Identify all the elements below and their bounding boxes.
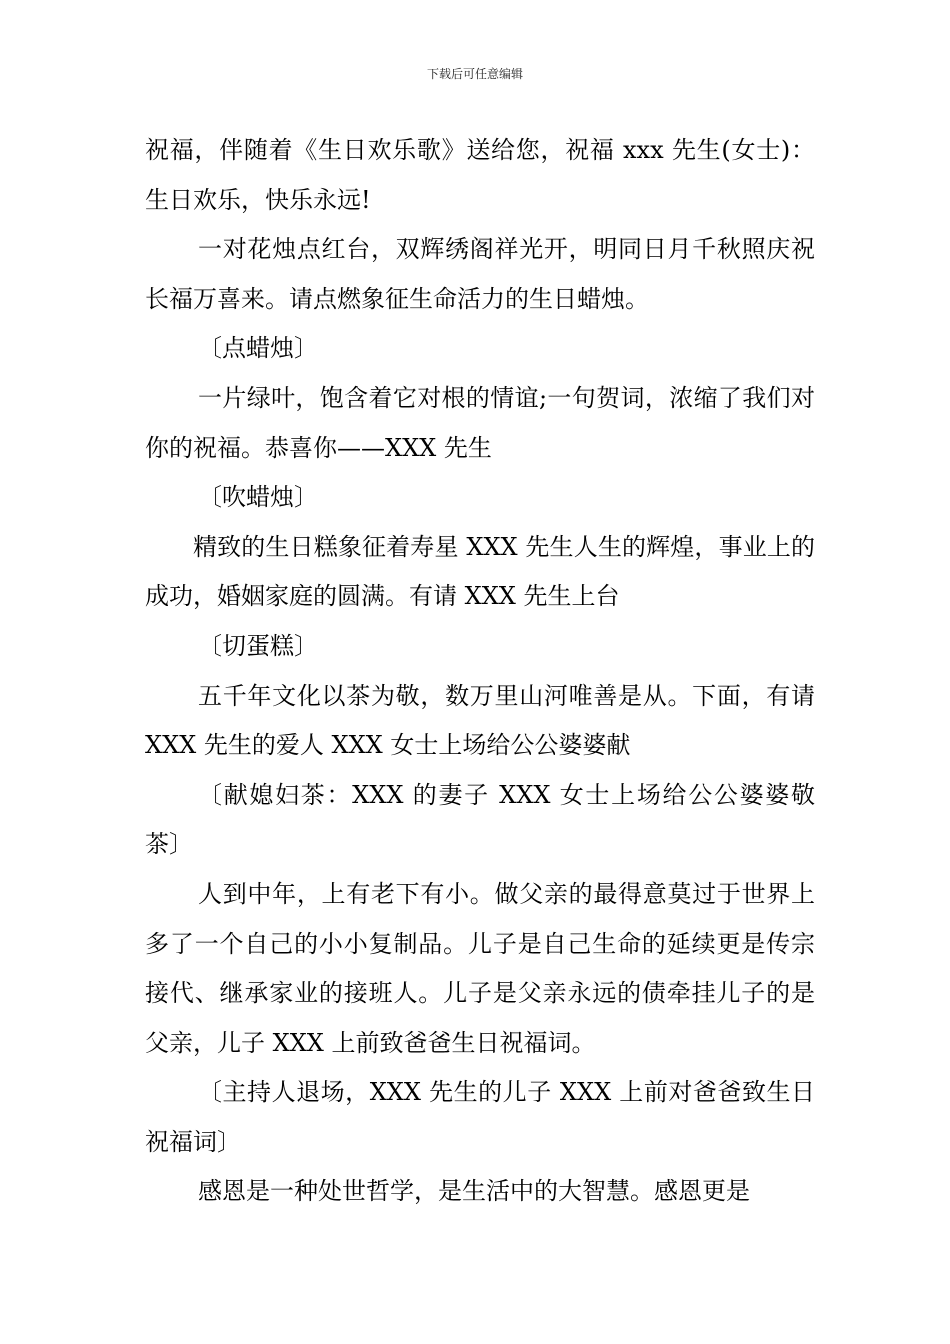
stage-direction: 〔主持人退场，XXX 先生的儿子 XXX 上前对爸爸致生日祝福词〕	[145, 1078, 815, 1156]
paragraph: 人到中年，上有老下有小。做父亲的最得意莫过于世界上多了一个自己的小小复制品。儿子是自己生命的延续更是传宗接代、继承家业的接班人。儿子是父亲永远的债牵挂儿子的是父亲，儿子 XXX 上前致爸爸生日祝福词。	[145, 879, 815, 1057]
paragraph: 五千年文化以茶为敬，数万里山河唯善是从。下面，有请 XXX 先生的爱人 XXX 女士上场给公公婆婆献	[145, 681, 815, 760]
stage-direction: 〔吹蜡烛〕	[198, 483, 318, 512]
paragraph: 精致的生日糕象征着寿星 XXX 先生人生的辉煌，事业上的成功，婚姻家庭的圆满。有请 XXX 先生上台	[145, 532, 815, 611]
paragraph: 一对花烛点红台，双辉绣阁祥光开，明同日月千秋照庆祝长福万喜来。请点燃象征生命活力的生日蜡烛。	[145, 235, 815, 313]
stage-direction: 〔切蛋糕〕	[198, 631, 318, 660]
document-body	[145, 126, 815, 1217]
stage-direction: 〔点蜡烛〕	[198, 334, 318, 363]
paragraph: 祝福，伴随着《生日欢乐歌》送给您，祝福 xxx 先生(女士)：生日欢乐，快乐永远!	[145, 136, 815, 214]
paragraph: 一片绿叶，饱含着它对根的情谊;一句贺词，浓缩了我们对你的祝福。恭喜你——XXX 先生	[145, 383, 815, 462]
page-header-note: 下载后可任意编辑	[426, 67, 523, 81]
paragraph: 感恩是一种处世哲学，是生活中的大智慧。感恩更是	[198, 1177, 750, 1206]
stage-direction: 〔献媳妇茶：XXX 的妻子 XXX 女士上场给公公婆婆敬茶〕	[145, 780, 815, 859]
